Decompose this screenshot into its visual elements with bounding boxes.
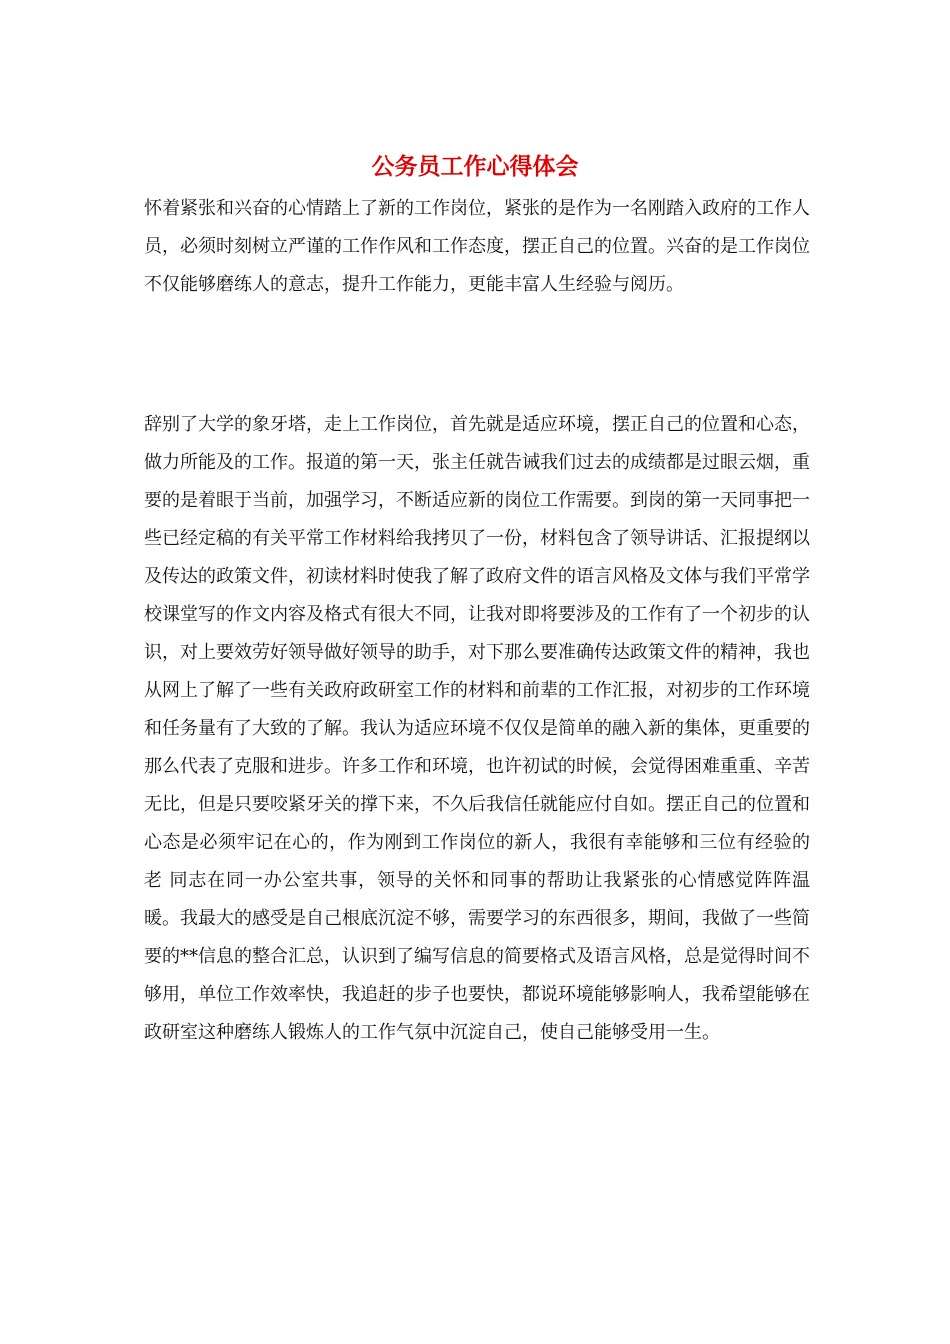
paragraph-body: 辞别了大学的象牙塔，走上工作岗位，首先就是适应环境，摆正自己的位置和心态，做力所能及的工作。报道的第一天，张主任就告诫我们过去的成绩都是过眼云烟，重要的是着眼于当前，加强学习，不断适应新的岗位工作需要。到岗的第一天同事把一些已经定稿的有关平常工作材料给我拷贝了一份，材料包含了领导讲话、汇报提纲以及传达的政策文件，初读材料时使我了解了政府文件的语言风格及文体与我们平常学校课堂写的作文内容及格式有很大不同，让我对即将要涉及的工作有了一个初步的认识，对上要效劳好领导做好领导的助手，对下那么要准确传达政策文件的精神，我也从网上了解了一些有关政府政研室工作的材料和前辈的工作汇报，对初步的工作环境和任务量有了大致的了解。我认为适应环境不仅仅是简单的融入新的集体，更重要的那么代表了克服和进步。许多工作和环境，也许初试的时候，会觉得困难重重、辛苦无比，但是只要咬紧牙关的撑下来，不久后我信任就能应付自如。摆正自己的位置和心态是必须牢记在心的，作为刚到工作岗位的新人，我很有幸能够和三位有经验的 老 同志在同一办公室共事，领导的关怀和同事的帮助让我紧张的心情感觉阵阵温暖。我最大的感受是自己根底沉淀不够，需要学习的东西很多，期间，我做了一些简要的**信息的整合汇总，认识到了编写信息的简要格式及语言风格，总是觉得时间不够用，单位工作效率快，我追赶的步子也要快，都说环境能够影响人，我希望能够在政研室这种磨练人锻炼人的工作气氛中沉淀自己，使自己能够受用一生。: [144, 414, 810, 1043]
paragraph-intro: 怀着紧张和兴奋的心情踏上了新的工作岗位，紧张的是作为一名刚踏入政府的工作人员，必须时刻树立严谨的工作作风和工作态度，摆正自己的位置。兴奋的是工作岗位不仅能够磨练人的意志，提升工作能力，更能丰富人生经验与阅历。: [144, 198, 810, 295]
document-title: 公务员工作心得体会: [371, 154, 579, 180]
